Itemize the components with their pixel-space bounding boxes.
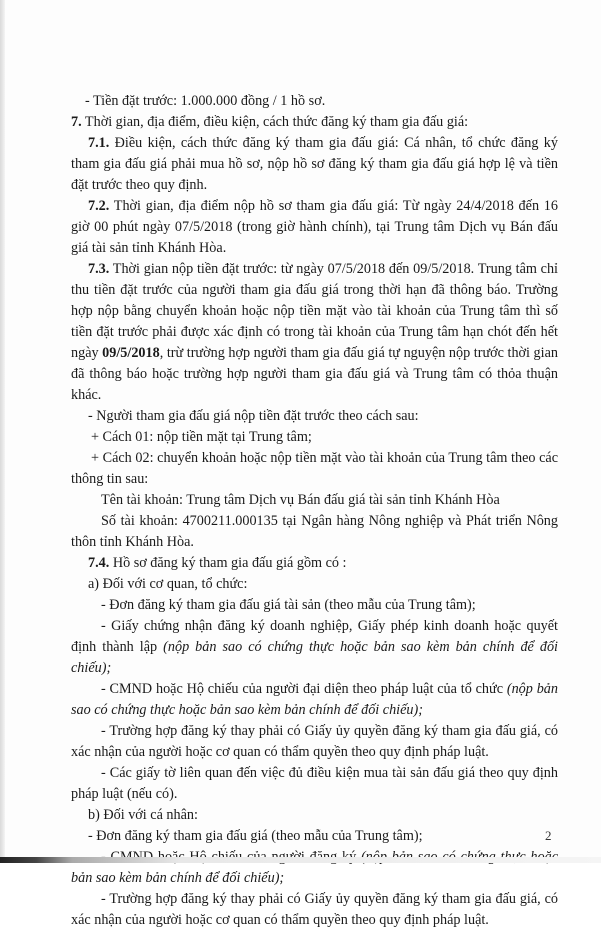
page-number: 2 xyxy=(545,828,552,843)
section-7-4 xyxy=(71,553,558,574)
deposit-line: - Tiền đặt trước: 1.000.000 đồng / 1 hồ sơ. xyxy=(85,93,326,109)
section-7-2-text: Thời gian, địa điểm nộp hồ sơ tham gia đấu giá: Từ ngày 24/4/2018 đến 16 giờ 00 phút ngày 07/5/2018 (trong giờ hành chính), tại Trung tâm Dịch vụ Bán đấu giá tài sản tỉnh Khánh Hòa. xyxy=(71,198,558,256)
org-item-business-license-text: - Giấy chứng nhận đăng ký doanh nghiệp, Giấy phép kinh doanh hoặc quyết định thành lập xyxy=(71,618,558,655)
ind-item-id-note: bản sao kèm bản chính để đối chiếu); xyxy=(71,870,285,886)
section-7-2-number: 7.2. xyxy=(88,198,110,214)
ind-item-authorization: - Trường hợp đăng ký thay phải có Giấy ủy quyền đăng ký tham gia đấu giá, có xác nhận của người hoặc cơ quan có thẩm quyền theo quy định pháp luật. xyxy=(71,891,558,928)
org-item-eligibility-docs: - Các giấy tờ liên quan đến việc đủ điều kiện mua tài sản đấu giá theo quy định pháp luật (nếu có). xyxy=(71,765,558,802)
section-7-3-number: 7.3. xyxy=(88,261,110,277)
scan-edge-left xyxy=(0,0,5,863)
ind-item-id xyxy=(71,847,558,889)
section-7-3-text-a: Thời gian nộp tiền đặt trước: từ ngày 07/5/2018 đến 09/5/2018. Trung tâm chỉ thu tiền đặt trước của người tham gia đấu giá trong thời hạn đã thông báo. Trường hợp nộp bằng chuyển khoản hoặc nộp tiền mặt vào tài khoản của Trung tâm thì số tiền đặt trước phải được xác định có trong tài khoản của Trung tâm hạn chót đến hết ngày xyxy=(71,261,558,361)
individual-heading: b) Đối với cá nhân: xyxy=(88,807,198,823)
section-7-3-text-b: , trừ trường hợp người tham gia đấu giá tự nguyện nộp trước thời gian đã thông báo hoặc trường hợp người tham gia đấu giá và Trung tâm có thỏa thuận khác. xyxy=(71,345,558,403)
org-item-application-form: - Đơn đăng ký tham gia đấu giá tài sản (theo mẫu của Trung tâm); xyxy=(101,597,476,613)
organization-heading: a) Đối với cơ quan, tổ chức: xyxy=(88,576,248,592)
deadline-date: 09/5/2018 xyxy=(102,345,160,361)
payment-method-2: + Cách 02: chuyển khoản hoặc nộp tiền mặt vào tài khoản của Trung tâm theo các thông tin sau: xyxy=(71,450,558,487)
section-7-4-number: 7.4. xyxy=(88,555,110,571)
section-7-1-text: Điều kiện, cách thức đăng ký tham gia đấu giá: Cá nhân, tổ chức đăng ký tham gia đấu giá phải mua hồ sơ, nộp hồ sơ đăng ký tham gia đấu giá hợp lệ và tiền đặt trước theo quy định. xyxy=(71,135,558,193)
scan-edge-bottom xyxy=(0,857,601,863)
org-item-representative-id-text: - CMND hoặc Hộ chiếu của người đại diện theo pháp luật của tổ chức xyxy=(101,681,507,697)
payment-intro: - Người tham gia đấu giá nộp tiền đặt trước theo cách sau: xyxy=(88,408,419,424)
section-7-text: Thời gian, địa điểm, điều kiện, cách thức đăng ký tham gia đấu giá: xyxy=(81,114,469,130)
section-7-3 xyxy=(71,259,558,406)
org-item-business-license xyxy=(71,616,558,679)
section-7-1-number: 7.1. xyxy=(88,135,110,151)
document-body xyxy=(71,91,558,931)
account-name: Tên tài khoản: Trung tâm Dịch vụ Bán đấu giá tài sản tỉnh Khánh Hòa xyxy=(101,492,500,508)
org-item-representative-id xyxy=(71,679,558,721)
account-number: Số tài khoản: 4700211.000135 tại Ngân hàng Nông nghiệp và Phát triển Nông thôn tỉnh Khánh Hòa. xyxy=(71,513,558,550)
section-7-2 xyxy=(71,196,558,259)
org-item-representative-id-note: (nộp bản sao có chứng thực hoặc bản sao kèm bản chính để đối chiếu); xyxy=(71,681,558,718)
section-7-1 xyxy=(71,133,558,196)
payment-method-1: + Cách 01: nộp tiền mặt tại Trung tâm; xyxy=(91,429,312,445)
section-7-heading xyxy=(71,112,558,133)
section-7-4-text: Hồ sơ đăng ký tham gia đấu giá gồm có : xyxy=(109,555,347,571)
section-7-number: 7. xyxy=(71,114,82,130)
ind-item-application-form: - Đơn đăng ký tham gia đấu giá (theo mẫu của Trung tâm); xyxy=(88,828,423,844)
org-item-business-license-note: (nộp bản sao có chứng thực hoặc bản sao kèm bản chính để đối chiếu); xyxy=(71,639,558,676)
org-item-authorization: - Trường hợp đăng ký thay phải có Giấy ủy quyền đăng ký tham gia đấu giá, có xác nhận của người hoặc cơ quan có thẩm quyền theo quy định pháp luật. xyxy=(71,723,558,760)
